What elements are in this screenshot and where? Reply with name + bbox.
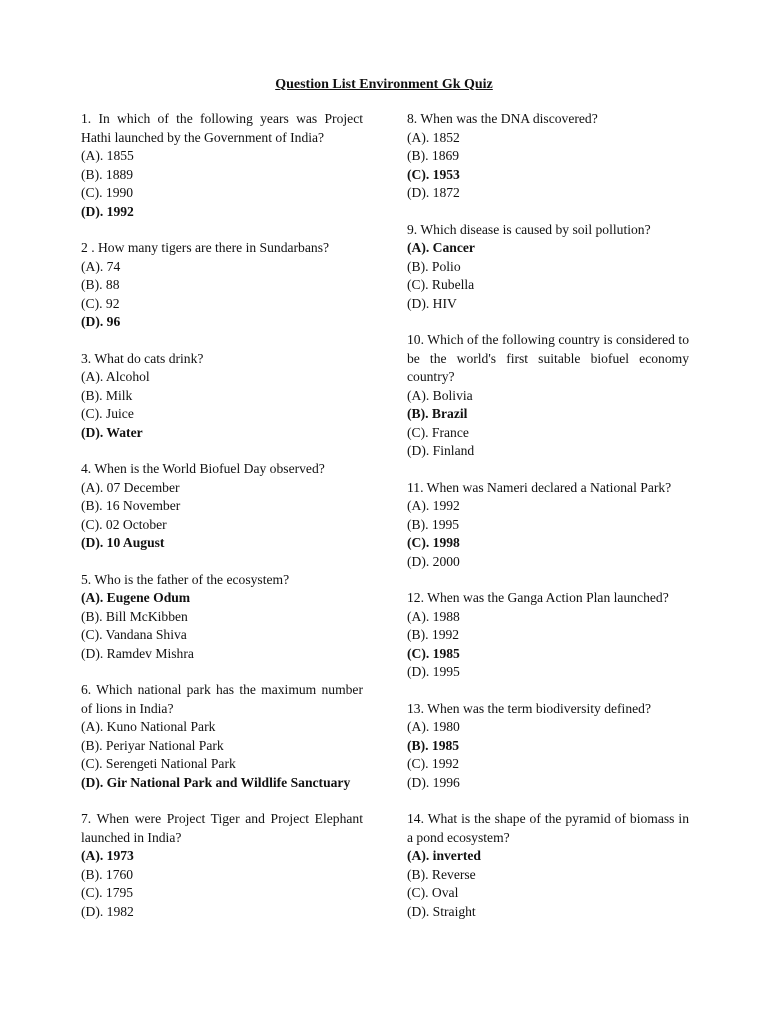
answer-option: (A). 1980 [407, 719, 460, 734]
question-block [407, 479, 689, 572]
answer-option: (A). 74 [81, 258, 121, 274]
answer-option: (A). Kuno National Park [81, 719, 216, 734]
question-block [81, 350, 363, 443]
answer-option: (D). Finland [407, 443, 475, 458]
question-block [407, 331, 689, 461]
question-text: 6. Which national park has the maximum number of lions in India? [81, 682, 363, 716]
answer-option: (C). 92 [81, 295, 120, 311]
answer-option: (B). Reverse [407, 866, 476, 882]
answer-option: (D). 2000 [407, 553, 460, 569]
answer-option: (D). Ramdev Mishra [81, 645, 194, 661]
question-block [407, 700, 689, 793]
right-column [407, 110, 689, 939]
answer-option: (C). France [407, 424, 469, 440]
answer-option: (A). 1992 [407, 498, 460, 513]
correct-answer-option: (C). 1985 [407, 645, 460, 661]
question-text: 10. Which of the following country is considered to be the world's first suitable biofuel economy country? [407, 332, 689, 384]
correct-answer-option: (A). 1973 [81, 848, 134, 863]
answer-option: (D). 1982 [81, 903, 134, 919]
answer-option: (B). Bill McKibben [81, 608, 188, 624]
correct-answer-option: (D). 96 [81, 314, 121, 329]
question-block [81, 239, 363, 332]
question-text: 14. What is the shape of the pyramid of biomass in a pond ecosystem? [407, 811, 689, 845]
question-text: 11. When was Nameri declared a National Park? [407, 479, 672, 495]
answer-option: (D). Straight [407, 903, 476, 919]
answer-option: (D). 1872 [407, 185, 460, 200]
answer-option: (B). 1889 [81, 166, 134, 182]
question-text: 9. Which disease is caused by soil pollution? [407, 221, 651, 237]
answer-option: (C). Juice [81, 406, 134, 421]
correct-answer-option: (C). 1998 [407, 535, 460, 550]
answer-option: (A). 1852 [407, 129, 460, 145]
answer-option: (C). 1990 [81, 185, 134, 200]
answer-option: (A). 07 December [81, 479, 180, 495]
answer-option: (B). Polio [407, 258, 461, 274]
question-text: 2 . How many tigers are there in Sundarbans? [81, 240, 330, 255]
question-text: 12. When was the Ganga Action Plan launched? [407, 590, 669, 605]
correct-answer-option: (D). Gir National Park and Wildlife Sanctuary [81, 774, 351, 790]
question-text: 7. When were Project Tiger and Project Elephant launched in India? [81, 811, 363, 845]
answer-option: (C). 02 October [81, 516, 167, 532]
question-text: 5. Who is the father of the ecosystem? [81, 571, 290, 587]
correct-answer-option: (A). inverted [407, 848, 481, 863]
question-text: 3. What do cats drink? [81, 350, 204, 366]
question-block [81, 571, 363, 664]
answer-option: (B). 1995 [407, 516, 460, 532]
correct-answer-option: (D). Water [81, 424, 143, 440]
answer-option: (D). HIV [407, 295, 457, 311]
answer-option: (B). 88 [81, 277, 120, 292]
question-block [81, 460, 363, 553]
answer-option: (A). 1988 [407, 608, 460, 624]
correct-answer-option: (D). 10 August [81, 535, 165, 550]
correct-answer-option: (B). Brazil [407, 406, 468, 421]
question-block [407, 810, 689, 921]
answer-option: (A). 1855 [81, 148, 134, 163]
answer-option: (C). Vandana Shiva [81, 627, 187, 642]
answer-option: (A). Bolivia [407, 387, 473, 403]
answer-option: (B). 1992 [407, 627, 460, 642]
question-text: 4. When is the World Biofuel Day observed? [81, 461, 325, 476]
answer-option: (A). Alcohol [81, 369, 150, 384]
question-block [407, 110, 689, 203]
correct-answer-option: (D). 1992 [81, 203, 134, 219]
correct-answer-option: (A). Cancer [407, 240, 475, 255]
page-title: Question List Environment Gk Quiz [275, 77, 493, 92]
answer-option: (D). 1995 [407, 664, 460, 679]
answer-option: (C). Oval [407, 885, 459, 900]
answer-option: (D). 1996 [407, 774, 460, 790]
question-text: 13. When was the term biodiversity defined? [407, 700, 651, 716]
question-block [407, 589, 689, 682]
question-text: 1. In which of the following years was Project Hathi launched by the Government of India? [81, 111, 363, 145]
left-column [81, 110, 363, 939]
answer-option: (B). Periyar National Park [81, 737, 224, 753]
answer-option: (B). Milk [81, 387, 133, 403]
answer-option: (C). 1795 [81, 885, 134, 900]
answer-option: (B). 1869 [407, 148, 460, 163]
question-text: 8. When was the DNA discovered? [407, 111, 598, 126]
question-block [81, 110, 363, 221]
question-block [81, 810, 363, 921]
answer-option: (B). 1760 [81, 866, 134, 882]
question-block [81, 681, 363, 792]
correct-answer-option: (A). Eugene Odum [81, 590, 191, 605]
correct-answer-option: (B). 1985 [407, 737, 460, 753]
answer-option: (C). Rubella [407, 277, 475, 292]
answer-option: (C). 1992 [407, 756, 460, 771]
answer-option: (C). Serengeti National Park [81, 756, 236, 771]
question-block [407, 221, 689, 314]
correct-answer-option: (C). 1953 [407, 166, 460, 182]
answer-option: (B). 16 November [81, 498, 181, 513]
